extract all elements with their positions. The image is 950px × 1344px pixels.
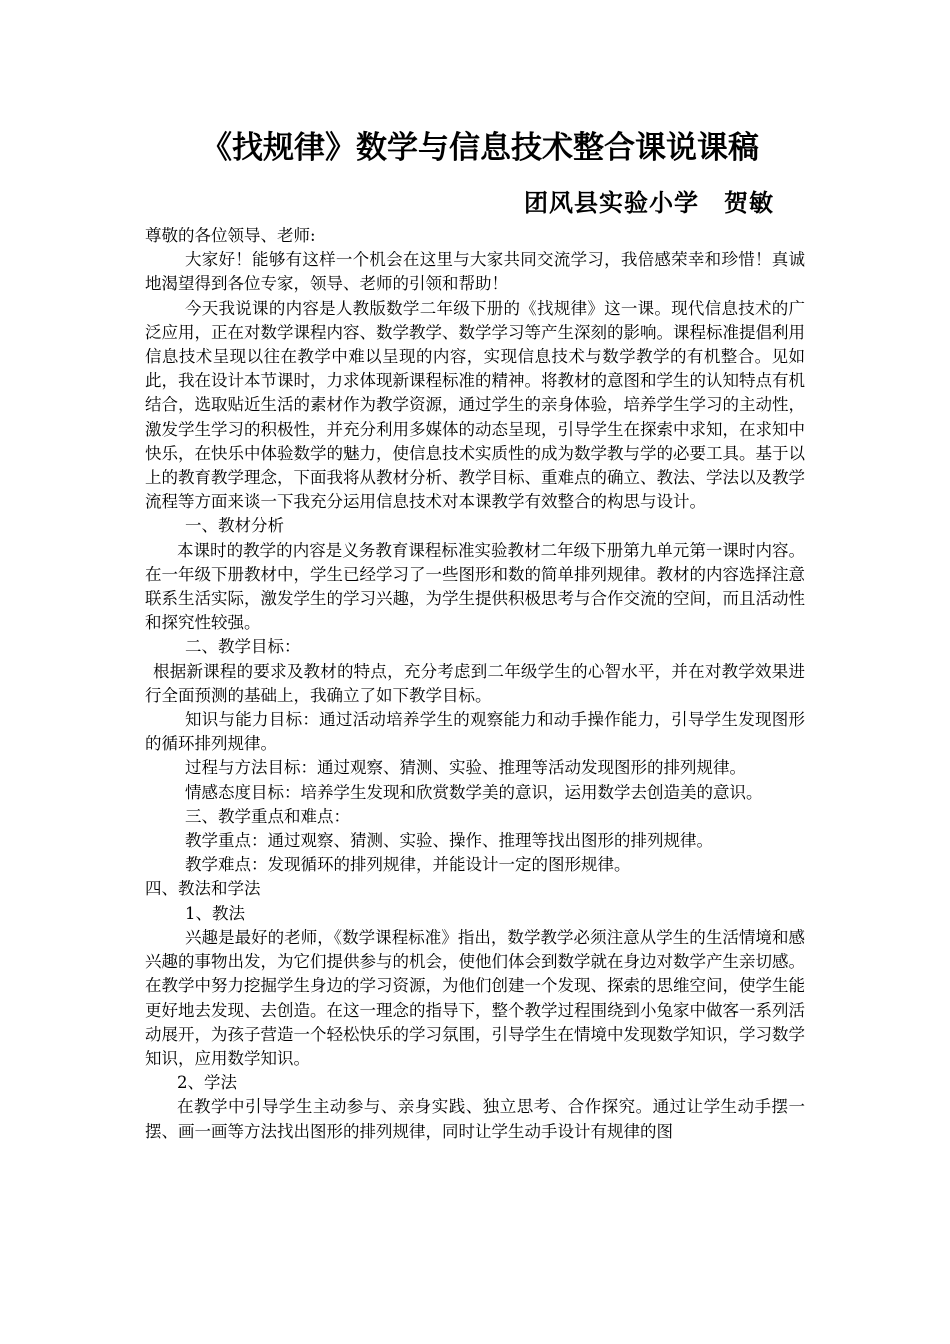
document-title: 《找规律》数学与信息技术整合课说课稿: [201, 130, 759, 166]
paragraph: 四、教法和学法: [145, 879, 261, 899]
paragraph: 本课时的教学的内容是义务教育课程标准实验教材二年级下册第九单元第一课时内容。在一年级下册教材中，学生已经学习了一些图形和数的简单排列规律。教材的内容选择注意联系生活实际，激发学生的学习兴趣，为学生提供积极思考与合作交流的空间，而且活动性和探究性较强。: [145, 540, 805, 633]
paragraph: 今天我说课的内容是人教版数学二年级下册的《找规律》这一课。现代信息技术的广泛应用，正在对数学课程内容、数学教学、数学学习等产生深刻的影响。课程标准提倡利用信息技术呈现以往在教学中难以呈现的内容，实现信息技术与数学教学的有机整合。见如此，我在设计本节课时，力求体现新课程标准的精神。将教材的意图和学生的认知特点有机结合，选取贴近生活的素材作为教学资源，通过学生的亲身体验，培养学生学习的主动性，激发学生学习的积极性，并充分利用多媒体的动态呈现，引导学生在探索中求知，在求知中快乐，在快乐中体验数学的魅力，使信息技术实质性的成为数学教与学的必要工具。基于以上的教育教学理念，下面我将从教材分析、教学目标、重难点的确立、教法、学法以及教学流程等方面来谈一下我充分运用信息技术对本课教学有效整合的构思与设计。: [145, 298, 805, 512]
paragraph: 教学重点：通过观察、猜测、实验、操作、推理等找出图形的排列规律。: [185, 831, 713, 851]
paragraph: 三、教学重点和难点：: [185, 806, 350, 826]
paragraph: 根据新课程的要求及教材的特点，充分考虑到二年级学生的心智水平，并在对教学效果进行全面预测的基础上，我确立了如下教学目标。: [145, 661, 805, 705]
paragraph: 大家好！能够有这样一个机会在这里与大家共同交流学习，我倍感荣幸和珍惜！真诚地渴望得到各位专家，领导、老师的引领和帮助！: [145, 250, 805, 294]
paragraph: 尊敬的各位领导、老师:: [145, 226, 316, 245]
paragraph: 2、学法: [177, 1073, 237, 1093]
paragraph: 教学难点：发现循环的排列规律，并能设计一定的图形规律。: [185, 855, 631, 875]
paragraph: 二、教学目标：: [185, 637, 301, 657]
paragraph: 1、教法: [185, 903, 245, 923]
paragraph: 兴趣是最好的老师，《数学课程标准》指出，数学教学必须注意从学生的生活情境和感兴趣的事物出发，为它们提供参与的机会，使他们体会到数学就在身边对数学产生亲切感。在教学中努力挖掘学生身边的学习资源，为他们创建一个发现、探索的思维空间，使学生能更好地去发现、去创造。在这一理念的指导下，整个教学过程围绕到小兔家中做客一系列活动展开，为孩子营造一个轻松快乐的学习氛围，引导学生在情境中发现数学知识，学习数学知识，应用数学知识。: [145, 927, 805, 1068]
paragraph: 情感态度目标：培养学生发现和欣赏数学美的意识，运用数学去创造美的意识。: [185, 782, 763, 802]
document-body: [145, 224, 805, 1144]
paragraph: 一、教材分析: [185, 516, 284, 536]
paragraph: 过程与方法目标：通过观察、猜测、实验、推理等活动发现图形的排列规律。: [185, 758, 746, 778]
paragraph: 知识与能力目标：通过活动培养学生的观察能力和动手操作能力，引导学生发现图形的循环排列规律。: [145, 710, 805, 754]
author-line: 团风县实验小学 贺敏: [524, 188, 774, 217]
paragraph: 在教学中引导学生主动参与、亲身实践、独立思考、合作探究。通过让学生动手摆一摆、画一画等方法找出图形的排列规律，同时让学生动手设计有规律的图: [145, 1097, 805, 1141]
